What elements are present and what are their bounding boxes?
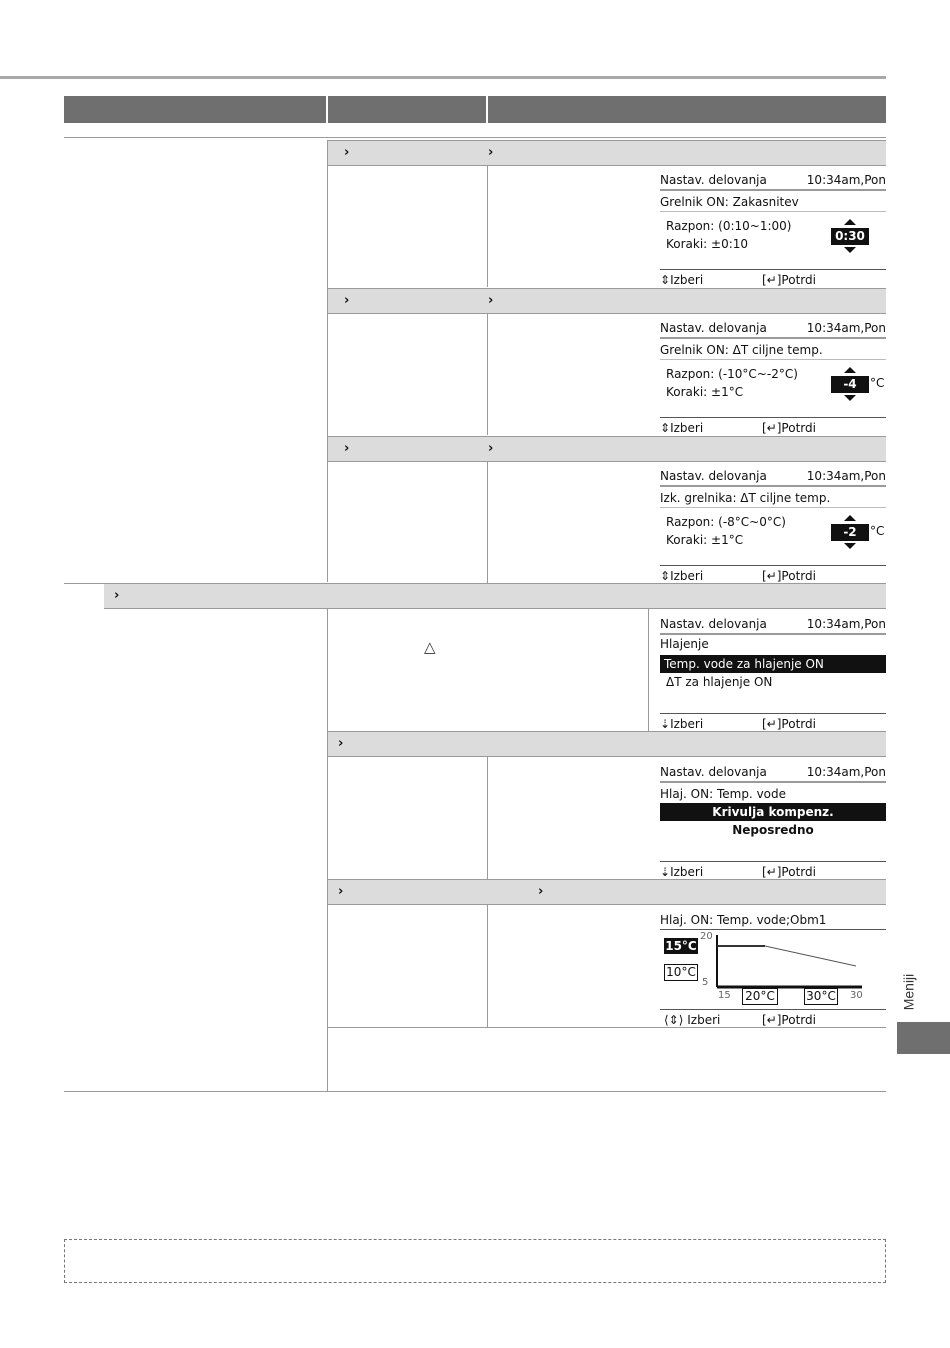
header-cell-1 xyxy=(64,96,326,123)
select-label: ⇣Izberi xyxy=(660,717,704,731)
screen-clock: 10:34am,Pon xyxy=(806,173,886,187)
water-temp-low-box[interactable]: 10°C xyxy=(664,964,698,981)
range-text: Razpon: (-10°C~-2°C) xyxy=(666,367,798,381)
screen-title: Hlaj. ON: Temp. vode;Obm1 xyxy=(660,911,886,930)
menu-item[interactable]: Neposredno xyxy=(732,823,814,837)
screen-title-row xyxy=(660,171,886,191)
chevron-right-icon: › xyxy=(344,293,350,308)
screen-title-row xyxy=(660,319,886,339)
screen-subtitle: Izk. grelnika: ΔT ciljne temp. xyxy=(660,489,886,508)
outdoor-temp-high-box[interactable]: 30°C xyxy=(804,988,838,1005)
range-text: Razpon: (-8°C~0°C) xyxy=(666,515,786,529)
section-bar-delay xyxy=(328,140,886,166)
header-cell-2 xyxy=(328,96,486,123)
top-rule xyxy=(0,76,886,79)
column-line xyxy=(648,609,649,731)
column-line xyxy=(487,461,488,583)
section-bar-curve xyxy=(328,879,886,905)
screen-title-row xyxy=(660,763,886,783)
arrow-down-icon xyxy=(844,247,856,253)
unit-label: °C xyxy=(870,376,885,390)
screen-clock: 10:34am,Pon xyxy=(806,765,886,779)
menu-item[interactable]: ΔT za hlajenje ON xyxy=(666,675,773,689)
arrow-up-icon xyxy=(844,219,856,225)
arrow-down-icon xyxy=(844,543,856,549)
screen-footer xyxy=(660,269,886,290)
confirm-label: [↵]Potrdi xyxy=(762,421,816,435)
chevron-right-icon: › xyxy=(344,145,350,160)
x-tick-low: 15 xyxy=(718,990,731,1001)
range-text: Razpon: (0:10~1:00) xyxy=(666,219,792,233)
y-tick-high: 20 xyxy=(700,931,713,942)
section-bar-heater-on xyxy=(328,288,886,314)
arrow-down-icon xyxy=(844,395,856,401)
column-line xyxy=(327,140,328,582)
screen-footer xyxy=(660,713,886,734)
confirm-label: [↵]Potrdi xyxy=(762,273,816,287)
select-label: ⇕Izberi xyxy=(660,273,704,287)
controller-screen-heater-on xyxy=(660,319,886,437)
confirm-label: [↵]Potrdi xyxy=(762,865,816,879)
column-line xyxy=(487,757,488,879)
screen-subtitle: Hlajenje xyxy=(660,637,709,651)
table-bottom-rule xyxy=(64,1091,886,1092)
controller-screen-delay xyxy=(660,171,886,289)
chevron-right-icon: › xyxy=(538,884,544,899)
confirm-label: [↵]Potrdi xyxy=(762,717,816,731)
arrow-up-icon xyxy=(844,515,856,521)
controller-screen-heater-off xyxy=(660,467,886,585)
note-box xyxy=(64,1239,886,1283)
controller-screen-cooling xyxy=(660,615,886,733)
select-label: ⇕Izberi xyxy=(660,421,704,435)
chevron-right-icon: › xyxy=(338,736,344,751)
screen-footer xyxy=(660,861,886,882)
screen-title-row xyxy=(660,467,886,487)
step-text: Koraki: ±1°C xyxy=(666,385,744,399)
column-line xyxy=(487,905,488,1027)
outdoor-temp-low-box[interactable]: 20°C xyxy=(742,988,778,1005)
curve-slope-segment xyxy=(765,946,856,966)
screen-clock: 10:34am,Pon xyxy=(806,321,886,335)
select-label: ⟨⇕⟩ Izberi xyxy=(664,1013,721,1027)
header-cell-3 xyxy=(488,96,886,123)
row-divider xyxy=(64,137,886,138)
value-box: -2 xyxy=(831,524,869,541)
screen-title: Nastav. delovanja xyxy=(660,469,767,483)
chevron-right-icon: › xyxy=(488,441,494,456)
water-temp-high-box[interactable]: 15°C xyxy=(665,939,697,953)
menu-item-selected[interactable]: Krivulja kompenz. xyxy=(660,803,886,821)
confirm-label: [↵]Potrdi xyxy=(762,569,816,583)
chevron-right-icon: › xyxy=(338,884,344,899)
section-bar-heater-off xyxy=(328,436,886,462)
side-tab-label: Meniji xyxy=(900,973,917,1011)
value-box: -4 xyxy=(831,376,869,393)
section-bar-water-temp xyxy=(328,731,886,757)
controller-screen-water-temp xyxy=(660,763,886,881)
chevron-right-icon: › xyxy=(488,293,494,308)
screen-footer xyxy=(660,417,886,438)
section-bar-cooling xyxy=(104,583,886,609)
controller-screen-curve xyxy=(660,911,886,1029)
chevron-right-icon: › xyxy=(344,441,350,456)
step-text: Koraki: ±1°C xyxy=(666,533,744,547)
screen-title: Nastav. delovanja xyxy=(660,765,767,779)
value-box: 0:30 xyxy=(831,228,869,245)
screen-clock: 10:34am,Pon xyxy=(806,617,886,631)
chevron-right-icon: › xyxy=(488,145,494,160)
unit-label: °C xyxy=(870,524,885,538)
triangle-icon: △ xyxy=(424,638,436,656)
step-text: Koraki: ±0:10 xyxy=(666,237,749,251)
screen-title: Nastav. delovanja xyxy=(660,617,767,631)
screen-subtitle: Grelnik ON: ΔT ciljne temp. xyxy=(660,341,886,360)
arrow-up-icon xyxy=(844,367,856,373)
column-line xyxy=(327,609,328,1091)
chevron-right-icon: › xyxy=(114,588,120,603)
screen-footer xyxy=(660,1009,886,1030)
screen-subtitle: Grelnik ON: Zakasnitev xyxy=(660,193,886,212)
confirm-label: [↵]Potrdi xyxy=(762,1013,816,1027)
screen-subtitle: Hlaj. ON: Temp. vode xyxy=(660,785,886,804)
column-line xyxy=(487,165,488,287)
screen-clock: 10:34am,Pon xyxy=(806,469,886,483)
select-label: ⇣Izberi xyxy=(660,865,704,879)
column-line xyxy=(487,313,488,435)
screen-title-row xyxy=(660,615,886,635)
y-tick-low: 5 xyxy=(702,977,709,988)
select-label: ⇕Izberi xyxy=(660,569,704,583)
row-divider xyxy=(64,583,104,584)
x-tick-high: 30 xyxy=(850,990,863,1001)
screen-footer xyxy=(660,565,886,586)
side-tab-marker xyxy=(897,1022,950,1054)
screen-title: Nastav. delovanja xyxy=(660,321,767,335)
screen-title: Nastav. delovanja xyxy=(660,173,767,187)
menu-item-selected[interactable]: Temp. vode za hlajenje ON xyxy=(660,655,886,673)
